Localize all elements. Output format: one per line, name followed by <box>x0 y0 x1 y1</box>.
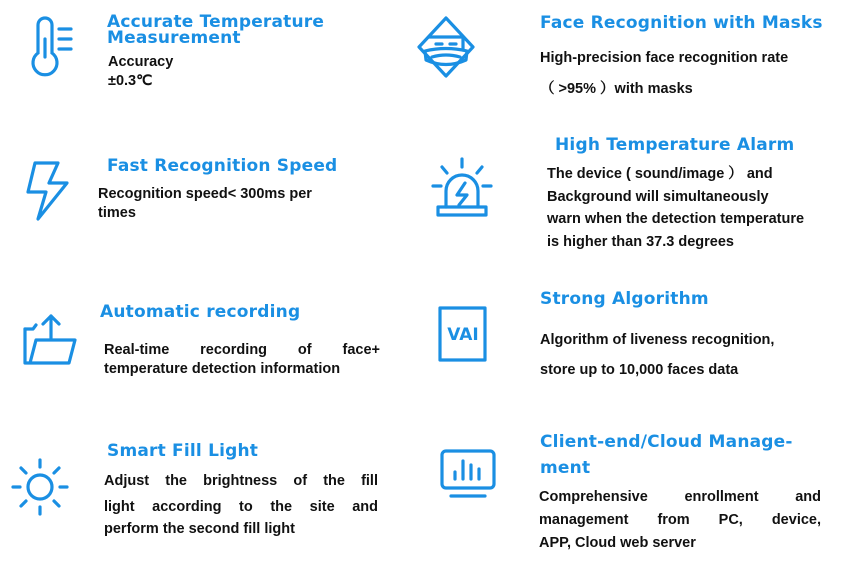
algorithm-icon-label: VAI <box>447 325 479 345</box>
feature-description: Accuracy ±0.3℃ <box>108 54 174 89</box>
feature-description: The device ( sound/image ） and Background will simultaneously warn when the detection temperature is higher than 37.3 degrees <box>547 166 805 250</box>
algorithm-icon <box>437 305 489 363</box>
feature-description: Adjust the brightness of the fill light according to the site and <box>104 473 378 515</box>
face-mask-icon <box>414 15 478 81</box>
lightning-icon <box>24 160 74 222</box>
feature-title: Fast Recognition Speed <box>107 156 338 176</box>
feature-title: Smart Fill Light <box>107 441 259 461</box>
sun-icon <box>11 458 69 516</box>
feature-description: temperature detection information <box>104 361 341 377</box>
monitor-chart-icon <box>439 448 497 500</box>
folder-upload-icon <box>22 310 78 366</box>
feature-description: High-precision face recognition rate （ >95% ）with masks <box>540 50 789 97</box>
feature-title: Automatic recording <box>100 302 301 322</box>
feature-title: Strong Algorithm <box>540 289 709 309</box>
feature-description: Algorithm of liveness recognition, store up to 10,000 faces data <box>540 332 775 378</box>
feature-description: Real-time recording of face+ <box>104 342 380 358</box>
feature-title: Client-end/Cloud Manage- ment <box>540 432 793 478</box>
feature-description: Comprehensive enrollment and management from PC, device, <box>539 489 821 528</box>
feature-title: Accurate Temperature Measurement <box>107 12 325 48</box>
feature-description: APP, Cloud web server <box>539 535 696 551</box>
alarm-light-icon <box>430 157 494 219</box>
feature-title: Face Recognition with Masks <box>540 13 823 33</box>
feature-description: Recognition speed< 300ms per times <box>98 186 312 221</box>
thermometer-icon <box>30 17 82 79</box>
feature-description: perform the second fill light <box>104 521 295 537</box>
feature-title: High Temperature Alarm <box>555 135 795 155</box>
